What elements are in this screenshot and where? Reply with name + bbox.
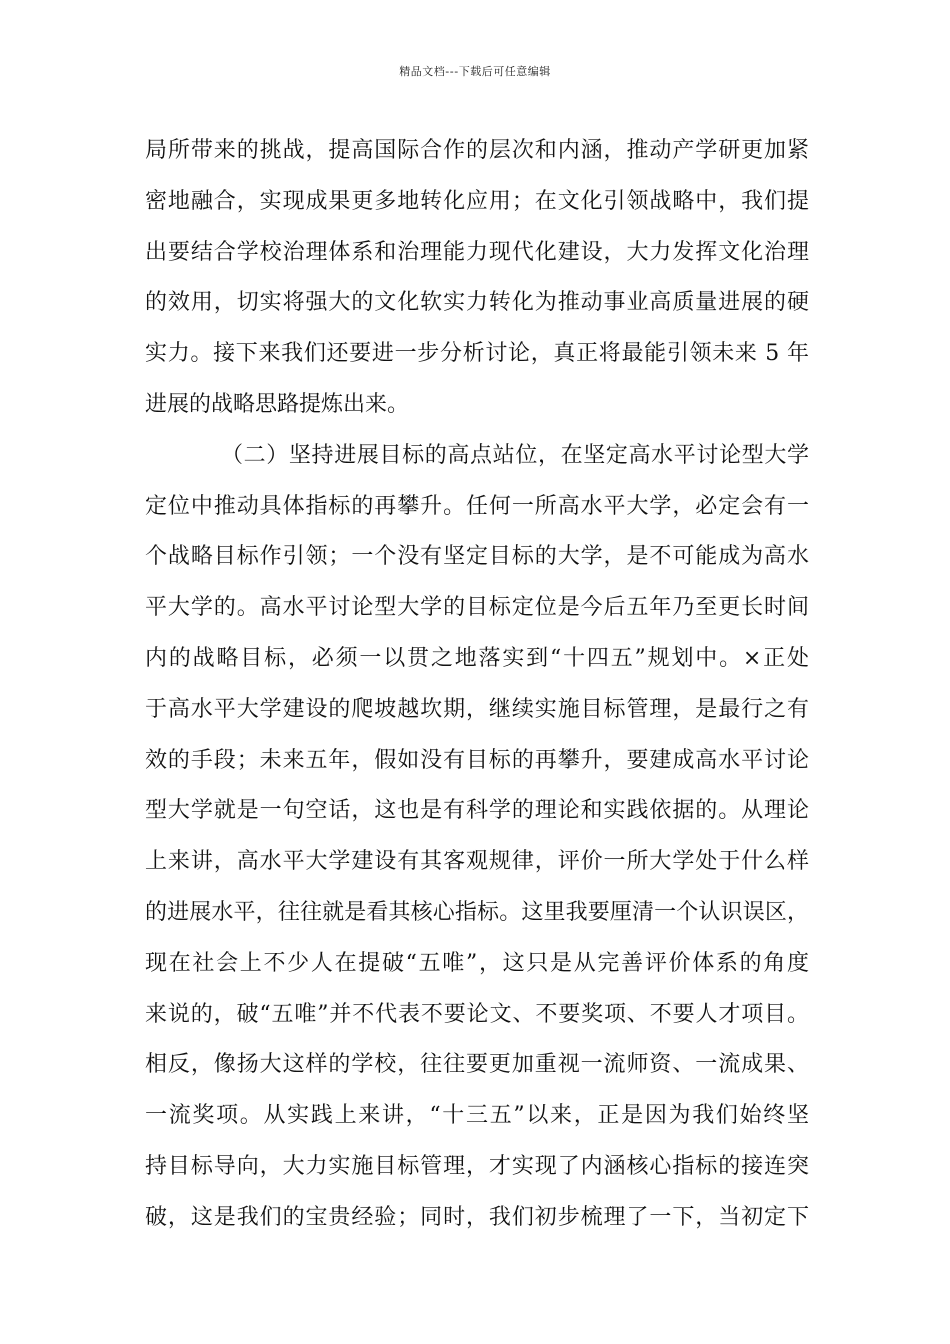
text-line: 平大学的。高水平讨论型大学的目标定位是今后五年乃至更长时间 bbox=[145, 595, 809, 621]
text-line: 型大学就是一句空话，这也是有科学的理论和实践依据的。从理论 bbox=[145, 798, 809, 824]
text-line: 破，这是我们的宝贵经验；同时，我们初步梳理了一下，当初定下 bbox=[145, 1204, 809, 1230]
text-line: 实力。接下来我们还要进一步分析讨论，真正将最能引领未来 5 年 bbox=[145, 341, 809, 367]
text-line: 密地融合，实现成果更多地转化应用；在文化引领战略中，我们提 bbox=[145, 188, 809, 214]
paragraph-first-line: （二）坚持进展目标的高点站位，在坚定高水平讨论型大学 bbox=[221, 442, 809, 468]
text-line: 的进展水平，往往就是看其核心指标。这里我要厘清一个认识误区， bbox=[145, 899, 809, 925]
text-line: 进展的战略思路提炼出来。 bbox=[145, 391, 410, 417]
text-line: 出要结合学校治理体系和治理能力现代化建设，大力发挥文化治理 bbox=[145, 239, 809, 265]
page-header: 精品文档---下载后可任意编辑 bbox=[399, 65, 551, 78]
body-text bbox=[145, 132, 809, 1250]
text-line: 持目标导向，大力实施目标管理，才实现了内涵核心指标的接连突 bbox=[145, 1153, 809, 1179]
text-line: 定位中推动具体指标的再攀升。任何一所高水平大学，必定会有一 bbox=[145, 493, 809, 519]
text-line: 局所带来的挑战，提高国际合作的层次和内涵，推动产学研更加紧 bbox=[145, 138, 809, 163]
text-line: 效的手段；未来五年，假如没有目标的再攀升，要建成高水平讨论 bbox=[145, 747, 809, 773]
text-line: 一流奖项。从实践上来讲，“十三五”以来，正是因为我们始终坚 bbox=[145, 1103, 809, 1129]
text-line: 的效用，切实将强大的文化软实力转化为推动事业高质量进展的硬 bbox=[145, 290, 809, 316]
text-line: 现在社会上不少人在提破“五唯”，这只是从完善评价体系的角度 bbox=[145, 950, 809, 976]
text-line: 相反，像扬大这样的学校，往往要更加重视一流师资、一流成果、 bbox=[145, 1052, 809, 1078]
text-line: 来说的，破“五唯”并不代表不要论文、不要奖项、不要人才项目。 bbox=[145, 1001, 809, 1027]
text-line: 个战略目标作引领；一个没有坚定目标的大学，是不可能成为高水 bbox=[145, 544, 809, 570]
text-line: 于高水平大学建设的爬坡越坎期，继续实施目标管理，是最行之有 bbox=[145, 696, 809, 722]
text-line: 内的战略目标，必须一以贯之地落实到“十四五”规划中。×正处 bbox=[145, 645, 809, 671]
text-line: 上来讲，高水平大学建设有其客观规律，评价一所大学处于什么样 bbox=[145, 849, 809, 875]
